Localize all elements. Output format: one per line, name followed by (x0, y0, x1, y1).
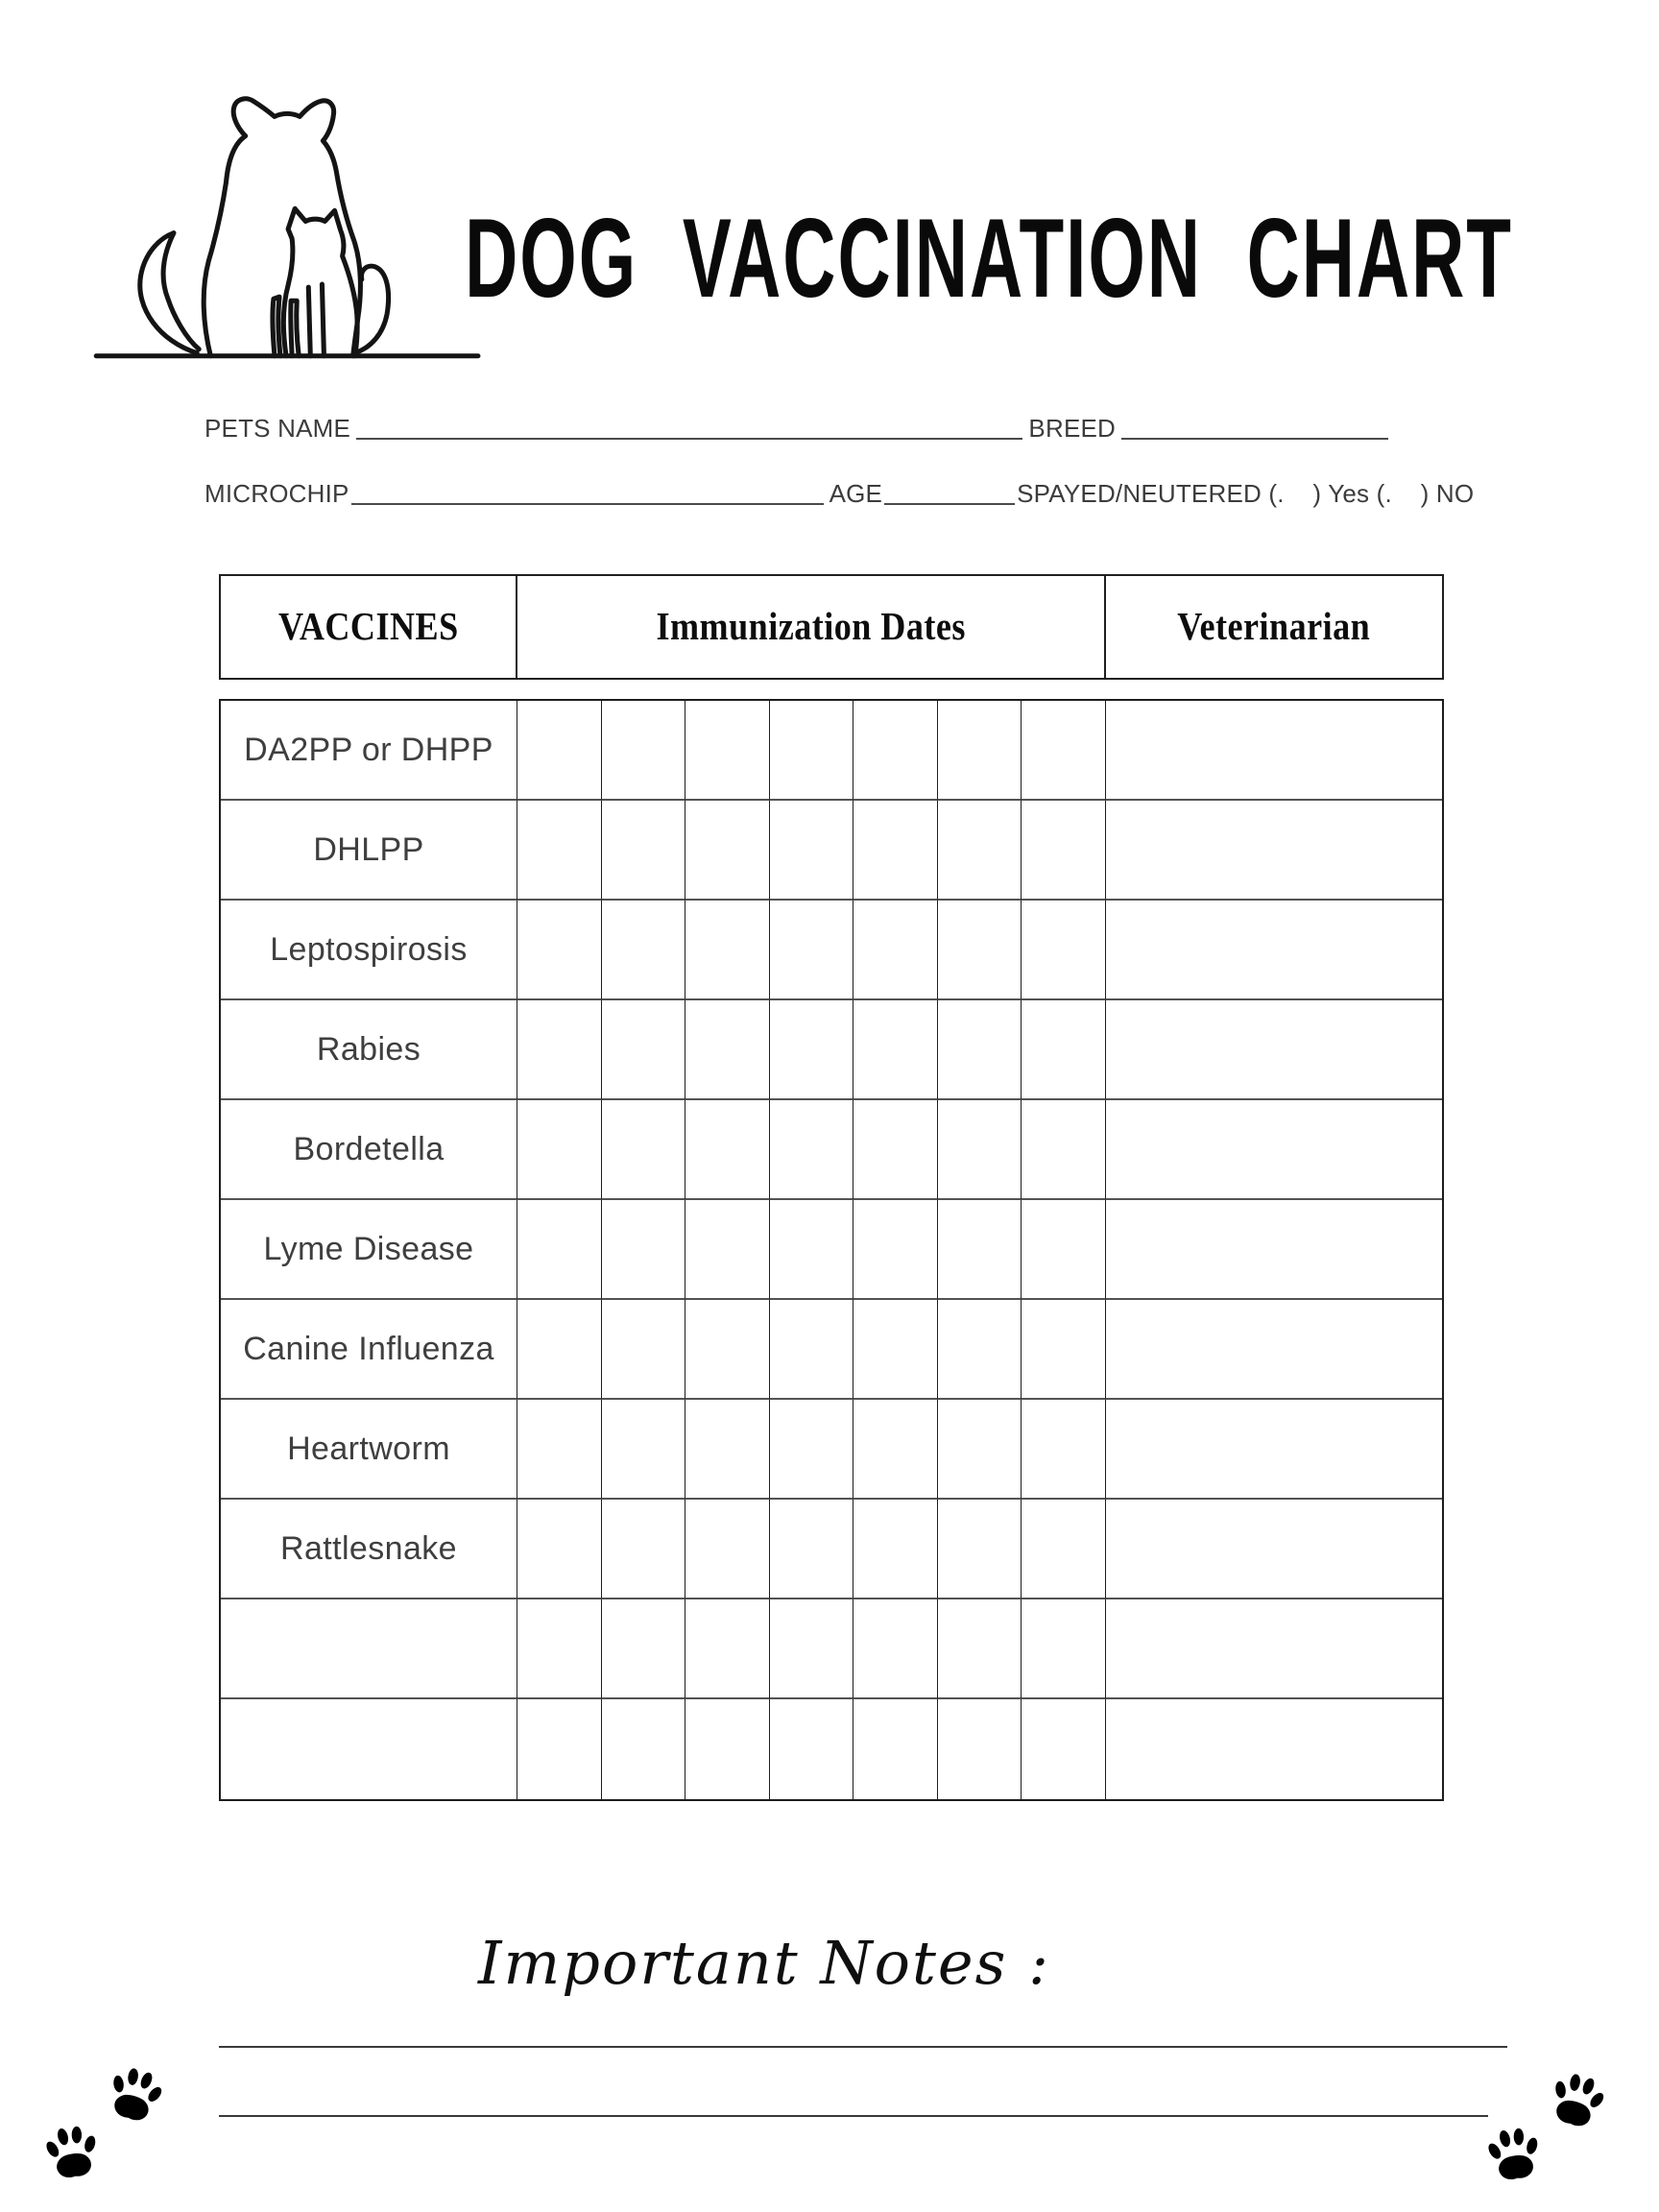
immunization-date-cell[interactable] (685, 1699, 770, 1799)
immunization-date-cell[interactable] (602, 801, 686, 901)
veterinarian-cell[interactable] (1106, 1000, 1443, 1100)
veterinarian-cell[interactable] (1106, 1300, 1443, 1400)
immunization-date-cell[interactable] (938, 701, 1022, 801)
immunization-date-cell[interactable] (938, 1599, 1022, 1699)
immunization-date-cell[interactable] (1022, 701, 1106, 801)
immunization-date-cell[interactable] (602, 1500, 686, 1599)
notes-line[interactable] (219, 2115, 1488, 2117)
immunization-date-cell[interactable] (770, 1500, 854, 1599)
immunization-date-cell[interactable] (854, 1000, 938, 1100)
veterinarian-cell[interactable] (1106, 1599, 1443, 1699)
immunization-date-cell[interactable] (938, 1100, 1022, 1200)
vaccine-name-cell (221, 1599, 517, 1699)
spayed-neutered-label: SPAYED/NEUTERED (1017, 479, 1262, 508)
immunization-date-cell[interactable] (770, 801, 854, 901)
dog-cat-logo-icon (75, 92, 482, 361)
page-title-text: DOG VACCINATION CHART (465, 193, 1513, 321)
immunization-date-cell[interactable] (517, 1400, 602, 1500)
vaccine-label: Lyme Disease (263, 1230, 474, 1267)
immunization-date-cell[interactable] (938, 1400, 1022, 1500)
paw-print-icon (1480, 2120, 1548, 2187)
immunization-date-cell[interactable] (517, 1000, 602, 1100)
immunization-date-cell[interactable] (1022, 801, 1106, 901)
immunization-date-cell[interactable] (1022, 1699, 1106, 1799)
table-row (221, 1500, 1442, 1599)
immunization-date-cell[interactable] (602, 1000, 686, 1100)
immunization-date-cell[interactable] (770, 1599, 854, 1699)
immunization-date-cell[interactable] (770, 1300, 854, 1400)
page-title (451, 188, 1527, 332)
immunization-date-cell[interactable] (854, 701, 938, 801)
column-header-veterinarian: Veterinarian (1177, 605, 1371, 649)
immunization-date-cell[interactable] (517, 801, 602, 901)
vaccination-table-body (221, 701, 1442, 1799)
table-row (221, 701, 1442, 801)
immunization-date-cell[interactable] (602, 1200, 686, 1300)
table-row (221, 1699, 1442, 1799)
vaccine-name-cell (221, 901, 517, 1000)
immunization-date-cell[interactable] (685, 1200, 770, 1300)
vaccine-label: Rattlesnake (280, 1529, 457, 1567)
immunization-date-cell[interactable] (602, 1100, 686, 1200)
vaccine-label: Leptospirosis (270, 930, 468, 968)
column-header-immunization-dates: Immunization Dates (517, 576, 1106, 678)
immunization-date-cell[interactable] (517, 1100, 602, 1200)
immunization-date-cell[interactable] (517, 701, 602, 801)
immunization-date-cell[interactable] (938, 901, 1022, 1000)
immunization-date-cell[interactable] (517, 1500, 602, 1599)
vaccine-name-cell (221, 801, 517, 901)
microchip-field[interactable] (351, 480, 824, 505)
immunization-date-cell[interactable] (685, 1100, 770, 1200)
table-row (221, 1400, 1442, 1500)
immunization-date-cell[interactable] (517, 1300, 602, 1400)
immunization-date-cell[interactable] (602, 701, 686, 801)
immunization-date-cell[interactable] (1022, 1500, 1106, 1599)
vaccine-name-cell (221, 1200, 517, 1300)
immunization-date-cell[interactable] (854, 1200, 938, 1300)
table-row (221, 1300, 1442, 1400)
paw-print-icon (99, 2057, 173, 2131)
immunization-date-cell[interactable] (938, 1500, 1022, 1599)
immunization-date-cell[interactable] (517, 1200, 602, 1300)
breed-field[interactable] (1121, 415, 1388, 440)
immunization-date-cell[interactable] (770, 1699, 854, 1799)
immunization-date-cell[interactable] (685, 901, 770, 1000)
breed-label: BREED (1028, 414, 1116, 443)
spayed-no-option[interactable]: (. ) NO (1376, 479, 1475, 508)
immunization-date-cell[interactable] (685, 1300, 770, 1400)
vaccine-name-cell (221, 1400, 517, 1500)
immunization-date-cell[interactable] (854, 1400, 938, 1500)
spayed-yes-option[interactable]: (. ) Yes (1268, 479, 1370, 508)
vaccine-label: Heartworm (287, 1430, 450, 1467)
immunization-date-cell[interactable] (938, 1699, 1022, 1799)
immunization-date-cell[interactable] (517, 1599, 602, 1699)
immunization-date-cell[interactable] (1022, 1100, 1106, 1200)
immunization-date-cell[interactable] (854, 1500, 938, 1599)
immunization-date-cell[interactable] (938, 801, 1022, 901)
veterinarian-cell[interactable] (1106, 901, 1443, 1000)
immunization-date-cell[interactable] (770, 1100, 854, 1200)
vaccine-name-cell (221, 1300, 517, 1400)
vaccine-name-cell (221, 1500, 517, 1599)
immunization-date-cell[interactable] (602, 1599, 686, 1699)
age-field[interactable] (884, 480, 1015, 505)
immunization-date-cell[interactable] (938, 1000, 1022, 1100)
veterinarian-cell[interactable] (1106, 1699, 1443, 1799)
table-row (221, 1200, 1442, 1300)
paw-print-icon (38, 2118, 106, 2185)
pets-name-field[interactable] (356, 415, 1022, 440)
immunization-date-cell[interactable] (854, 1300, 938, 1400)
immunization-date-cell[interactable] (602, 1300, 686, 1400)
table-row (221, 1100, 1442, 1200)
immunization-date-cell[interactable] (1022, 901, 1106, 1000)
table-row (221, 1599, 1442, 1699)
age-label: AGE (829, 479, 883, 508)
immunization-date-cell[interactable] (1022, 1599, 1106, 1699)
vaccination-table (219, 699, 1444, 1801)
table-header (219, 574, 1444, 680)
veterinarian-cell[interactable] (1106, 1500, 1443, 1599)
immunization-date-cell[interactable] (517, 901, 602, 1000)
vaccine-label: DA2PP or DHPP (244, 731, 493, 768)
vaccine-name-cell (221, 1000, 517, 1100)
veterinarian-cell[interactable] (1106, 1100, 1443, 1200)
vaccine-name-cell (221, 1699, 517, 1799)
veterinarian-cell[interactable] (1106, 1200, 1443, 1300)
vaccine-name-cell (221, 701, 517, 801)
immunization-date-cell[interactable] (685, 1400, 770, 1500)
vaccine-label: Canine Influenza (243, 1330, 494, 1367)
immunization-date-cell[interactable] (602, 1400, 686, 1500)
immunization-date-cell[interactable] (854, 901, 938, 1000)
immunization-date-cell[interactable] (938, 1300, 1022, 1400)
immunization-date-cell[interactable] (1022, 1300, 1106, 1400)
vaccine-label: Bordetella (293, 1130, 445, 1167)
immunization-date-cell[interactable] (685, 1000, 770, 1100)
pets-name-label: PETS NAME (204, 414, 351, 443)
notes-line[interactable] (219, 2046, 1507, 2048)
form-row-microchip (204, 478, 1478, 511)
paw-print-icon (1541, 2063, 1615, 2137)
immunization-date-cell[interactable] (685, 701, 770, 801)
veterinarian-cell[interactable] (1106, 1400, 1443, 1500)
immunization-date-cell[interactable] (602, 1699, 686, 1799)
form-row-pets (204, 413, 1388, 445)
immunization-date-cell[interactable] (854, 1699, 938, 1799)
immunization-date-cell[interactable] (770, 901, 854, 1000)
immunization-date-cell[interactable] (517, 1699, 602, 1799)
immunization-date-cell[interactable] (685, 801, 770, 901)
immunization-date-cell[interactable] (1022, 1200, 1106, 1300)
immunization-date-cell[interactable] (1022, 1400, 1106, 1500)
column-header-vaccines: VACCINES (221, 576, 517, 678)
immunization-date-cell[interactable] (1022, 1000, 1106, 1100)
veterinarian-cell[interactable] (1106, 801, 1443, 901)
vaccine-name-cell (221, 1100, 517, 1200)
table-row (221, 901, 1442, 1000)
immunization-date-cell[interactable] (770, 1200, 854, 1300)
immunization-date-cell[interactable] (685, 1599, 770, 1699)
immunization-date-cell[interactable] (854, 1100, 938, 1200)
immunization-date-cell[interactable] (770, 701, 854, 801)
veterinarian-cell[interactable] (1106, 701, 1443, 801)
immunization-date-cell[interactable] (854, 1599, 938, 1699)
vaccine-label: DHLPP (313, 830, 424, 868)
table-row (221, 801, 1442, 901)
immunization-date-cell[interactable] (770, 1400, 854, 1500)
table-row (221, 1000, 1442, 1100)
important-notes-heading: Important Notes : (478, 1928, 1050, 1998)
immunization-date-cell[interactable] (770, 1000, 854, 1100)
immunization-date-cell[interactable] (938, 1200, 1022, 1300)
microchip-label: MICROCHIP (204, 479, 349, 508)
immunization-date-cell[interactable] (602, 901, 686, 1000)
immunization-date-cell[interactable] (854, 801, 938, 901)
vaccine-label: Rabies (316, 1030, 421, 1068)
immunization-date-cell[interactable] (685, 1500, 770, 1599)
